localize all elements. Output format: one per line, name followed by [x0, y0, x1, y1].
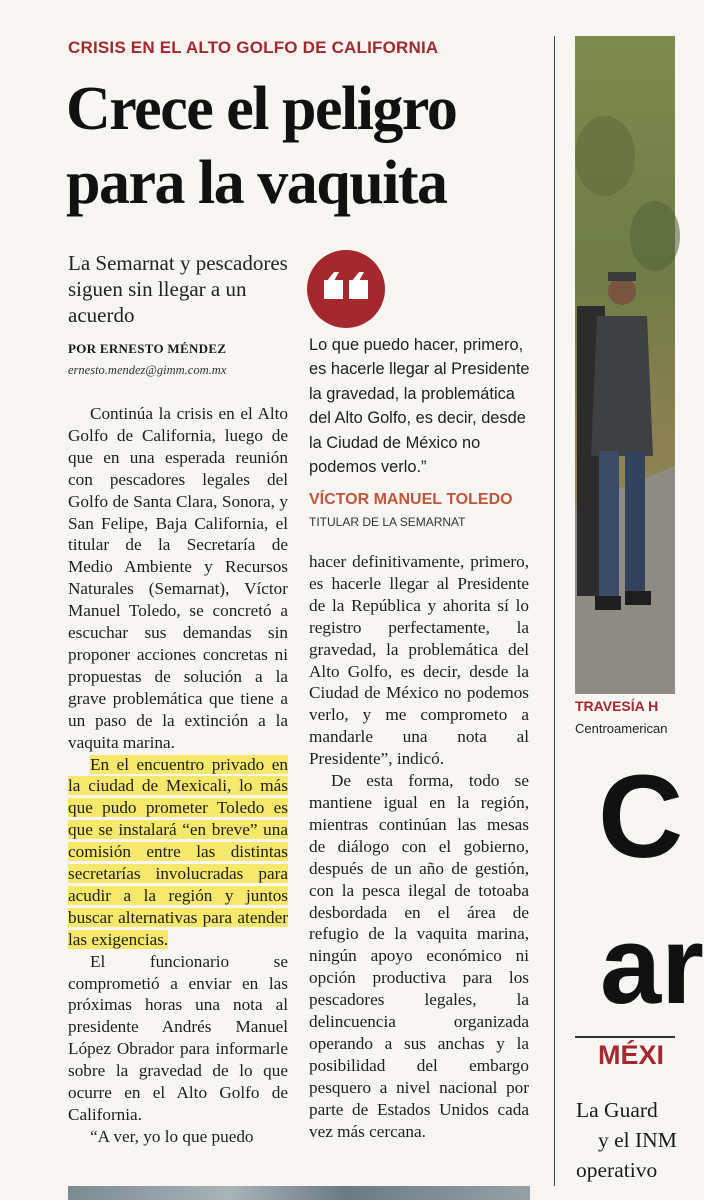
article-kicker: CRISIS EN EL ALTO GOLFO DE CALIFORNIA [68, 38, 439, 57]
sidebar-headline-fragment: C [598, 751, 684, 883]
sidebar-headline-fragment: ar [600, 904, 704, 1027]
section-label: MÉXI [598, 1040, 665, 1070]
body-paragraph: “A ver, yo lo que puedo [90, 1126, 254, 1146]
sidebar-text-line: operativo [576, 1158, 658, 1182]
body-column-2 [309, 551, 529, 1142]
quote-icon [307, 250, 385, 328]
column-divider [554, 36, 555, 1186]
headline-line-1: Crece el peligro [66, 75, 457, 143]
pullquote-role: TITULAR DE LA SEMARNAT [309, 515, 466, 529]
article-byline: POR ERNESTO MÉNDEZ [68, 341, 227, 356]
sidebar-text-line: y el INM [598, 1128, 677, 1152]
headline-line-2: para la vaquita [66, 149, 447, 217]
body-paragraph-highlighted [68, 754, 288, 951]
section-rule [575, 1036, 675, 1038]
bottom-photo-strip [68, 1186, 530, 1200]
body-column-1 [68, 403, 288, 1148]
photo-caption-text: Centroamerican [575, 721, 668, 736]
article-deck: La Semarnat y pescadores siguen sin llegar a un acuerdo [68, 251, 288, 327]
sidebar-text [576, 1095, 696, 1185]
migrants-photo [575, 36, 675, 694]
author-email: ernesto.mendez@gimm.com.mx [68, 363, 227, 377]
highlighted-text: En el encuentro privado en la ciudad de Mexicali, lo más que pudo prometer Toledo es que se instalará “en breve” una comisión entre las distintas secretarías involucradas para acudir a la región y juntos buscar alternativas para atender las exigencias. [68, 754, 288, 949]
sidebar-text-line: La Guard [576, 1098, 658, 1122]
body-paragraph: El funcionario se comprometió a enviar en las próximas horas una nota al presidente Andrés Manuel López Obrador para informarle sobre la gravedad de lo que ocurre en el Alto Golfo de California. [68, 951, 288, 1124]
body-paragraph: De esta forma, todo se mantiene igual en la región, mientras continúan las mesas de diálogo con el gobierno, después de un año de gestión, con la pesca ilegal de totoaba desbordada en el área de refugio de la vaquita marina, ningún apoyo económico ni opción productiva para los pescadores legales, la delincuencia organizada operando a sus anchas y la posibilidad del embargo pesquero a nivel nacional por parte de Estados Unidos cada vez más cercana. [309, 771, 529, 1141]
body-paragraph: Continúa la crisis en el Alto Golfo de California, luego de que en una esperada reunión con pescadores legales del Golfo de Santa Clara, Sonora, y San Felipe, Baja California, el titular de la Secretaría de Medio Ambiente y Recursos Naturales (Semarnat), Víctor Manuel Toledo, se concretó a escuchar sus demandas sin proponer acciones concretas ni propuestas de solución a la grave problemática que tiene a un paso de la extinción a la vaquita marina. [68, 404, 288, 752]
article-headline [66, 72, 546, 220]
photo-caption-title: TRAVESÍA H [575, 698, 659, 714]
pullquote-author: VÍCTOR MANUEL TOLEDO [309, 491, 513, 508]
pullquote-text: Lo que puedo hacer, primero, es hacerle llegar al Presidente la gravedad, la problemática del Alto Golfo, es decir, desde la Ciudad de México no podemos verlo.” [309, 336, 530, 477]
body-paragraph: hacer definitivamente, primero, es hacerle llegar al Presidente de la República y ahorita sí lo registro perfectamente, la gravedad, la problemática del Alto Golfo, es decir, desde la Ciudad de México no podemos verlo, y me comprometo a mandarle una nota al Presidente”, indicó. [309, 552, 529, 769]
